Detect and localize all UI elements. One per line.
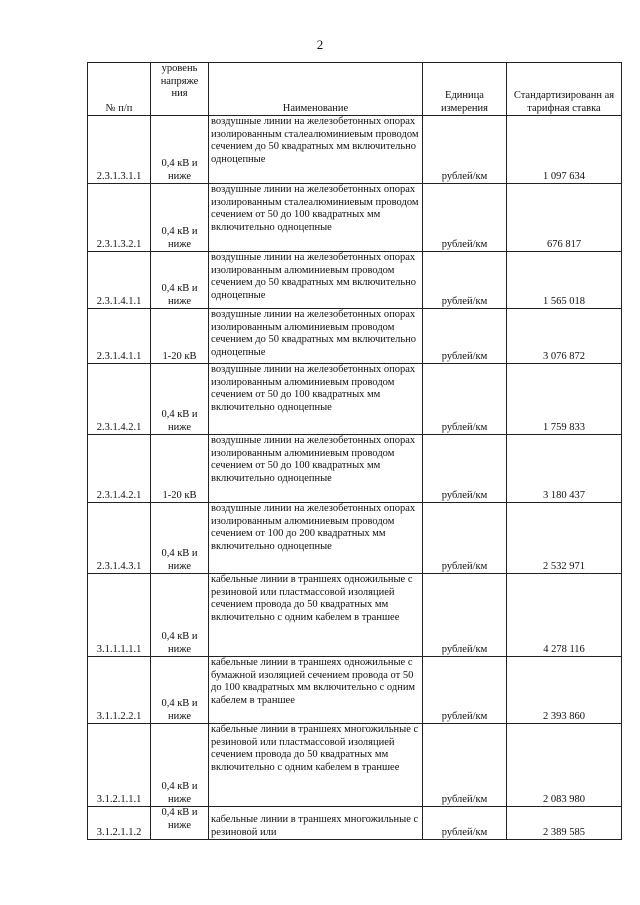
row-number: 3.1.2.1.1.1 bbox=[88, 724, 151, 807]
row-voltage-level: 0,4 кВ и ниже bbox=[151, 503, 209, 574]
row-number: 2.3.1.4.2.1 bbox=[88, 435, 151, 503]
row-unit: рублей/км bbox=[423, 724, 507, 807]
row-name: воздушные линии на железобетонных опорах изолированным алюминиевым проводом сечением от 50 до 100 квадратных мм включительно одноцепные bbox=[209, 364, 423, 435]
row-unit: рублей/км bbox=[423, 807, 507, 840]
row-number: 2.3.1.3.1.1 bbox=[88, 116, 151, 184]
row-voltage-level: 1-20 кВ bbox=[151, 435, 209, 503]
row-rate: 676 817 bbox=[507, 184, 622, 252]
row-rate: 2 389 585 bbox=[507, 807, 622, 840]
row-rate: 1 759 833 bbox=[507, 364, 622, 435]
row-rate: 4 278 116 bbox=[507, 574, 622, 657]
row-number: 3.1.1.1.1.1 bbox=[88, 574, 151, 657]
table-row bbox=[88, 364, 622, 435]
table-row bbox=[88, 724, 622, 807]
row-unit: рублей/км bbox=[423, 657, 507, 724]
row-name: воздушные линии на железобетонных опорах изолированным сталеалюминиевым проводом сечением от 50 до 100 квадратных мм включительно одноцепные bbox=[209, 184, 423, 252]
table-row bbox=[88, 252, 622, 309]
row-number: 2.3.1.4.2.1 bbox=[88, 364, 151, 435]
row-name: воздушные линии на железобетонных опорах изолированным алюминиевым проводом сечением от 100 до 200 квадратных мм включительно одноцепные bbox=[209, 503, 423, 574]
row-number: 2.3.1.4.1.1 bbox=[88, 252, 151, 309]
table-row bbox=[88, 116, 622, 184]
row-rate: 2 532 971 bbox=[507, 503, 622, 574]
page-number: 2 bbox=[316, 37, 324, 52]
table-row bbox=[88, 184, 622, 252]
row-voltage-level: 0,4 кВ и ниже bbox=[151, 252, 209, 309]
row-rate: 1 097 634 bbox=[507, 116, 622, 184]
row-voltage-level: 0,4 кВ и ниже bbox=[151, 574, 209, 657]
row-number: 3.1.2.1.1.2 bbox=[88, 807, 151, 840]
table-row bbox=[88, 657, 622, 724]
row-name: воздушные линии на железобетонных опорах изолированным алюминиевым проводом сечением от 50 до 100 квадратных мм включительно одноцепные bbox=[209, 435, 423, 503]
table-row bbox=[88, 309, 622, 364]
row-voltage-level: 0,4 кВ и ниже bbox=[151, 184, 209, 252]
row-unit: рублей/км bbox=[423, 503, 507, 574]
row-number: 2.3.1.4.1.1 bbox=[88, 309, 151, 364]
row-voltage-level: 0,4 кВ и ниже bbox=[151, 657, 209, 724]
row-unit: рублей/км bbox=[423, 309, 507, 364]
row-voltage-level: 0,4 кВ и ниже bbox=[151, 116, 209, 184]
row-voltage-level: 0,4 кВ и ниже bbox=[151, 724, 209, 807]
table-row bbox=[88, 574, 622, 657]
row-name: воздушные линии на железобетонных опорах изолированным алюминиевым проводом сечением до 50 квадратных мм включительно одноцепные bbox=[209, 252, 423, 309]
row-name: кабельные линии в траншеях многожильные с резиновой или bbox=[209, 807, 423, 840]
row-name: воздушные линии на железобетонных опорах изолированным сталеалюминиевым проводом сечением до 50 квадратных мм включительно одноцепные bbox=[209, 116, 423, 184]
row-rate: 2 083 980 bbox=[507, 724, 622, 807]
row-rate: 2 393 860 bbox=[507, 657, 622, 724]
row-rate: 3 180 437 bbox=[507, 435, 622, 503]
tariff-table bbox=[87, 62, 622, 840]
table-row bbox=[88, 503, 622, 574]
row-voltage-level: 0,4 кВ и ниже bbox=[151, 807, 209, 840]
row-unit: рублей/км bbox=[423, 184, 507, 252]
row-rate: 1 565 018 bbox=[507, 252, 622, 309]
row-rate: 3 076 872 bbox=[507, 309, 622, 364]
row-unit: рублей/км bbox=[423, 116, 507, 184]
row-name: кабельные линии в траншеях многожильные с резиновой или пластмассовой изоляцией сечением провода до 50 квадратных мм включительно с одним кабелем в траншее bbox=[209, 724, 423, 807]
row-unit: рублей/км bbox=[423, 435, 507, 503]
row-unit: рублей/км bbox=[423, 252, 507, 309]
row-name: воздушные линии на железобетонных опорах изолированным алюминиевым проводом сечением до 50 квадратных мм включительно одноцепные bbox=[209, 309, 423, 364]
table-header-row bbox=[88, 63, 622, 116]
row-unit: рублей/км bbox=[423, 364, 507, 435]
header-unit: Единица измерения bbox=[423, 63, 507, 116]
header-name: Наименование bbox=[209, 63, 423, 116]
row-voltage-level: 1-20 кВ bbox=[151, 309, 209, 364]
row-number: 2.3.1.3.2.1 bbox=[88, 184, 151, 252]
row-number: 3.1.1.2.2.1 bbox=[88, 657, 151, 724]
header-number: № п/п bbox=[88, 63, 151, 116]
table-row bbox=[88, 807, 622, 840]
row-voltage-level: 0,4 кВ и ниже bbox=[151, 364, 209, 435]
row-unit: рублей/км bbox=[423, 574, 507, 657]
header-voltage-level: уровень напряже ния bbox=[151, 63, 209, 116]
table-row bbox=[88, 435, 622, 503]
row-number: 2.3.1.4.3.1 bbox=[88, 503, 151, 574]
header-rate: Стандартизированн ая тарифная ставка bbox=[507, 63, 622, 116]
row-name: кабельные линии в траншеях одножильные с резиновой или пластмассовой изоляцией сечением провода до 50 квадратных мм включительно с одним кабелем в траншее bbox=[209, 574, 423, 657]
row-name: кабельные линии в траншеях одножильные с бумажной изоляцией сечением провода от 50 до 100 квадратных мм включительно с одним кабелем в траншее bbox=[209, 657, 423, 724]
